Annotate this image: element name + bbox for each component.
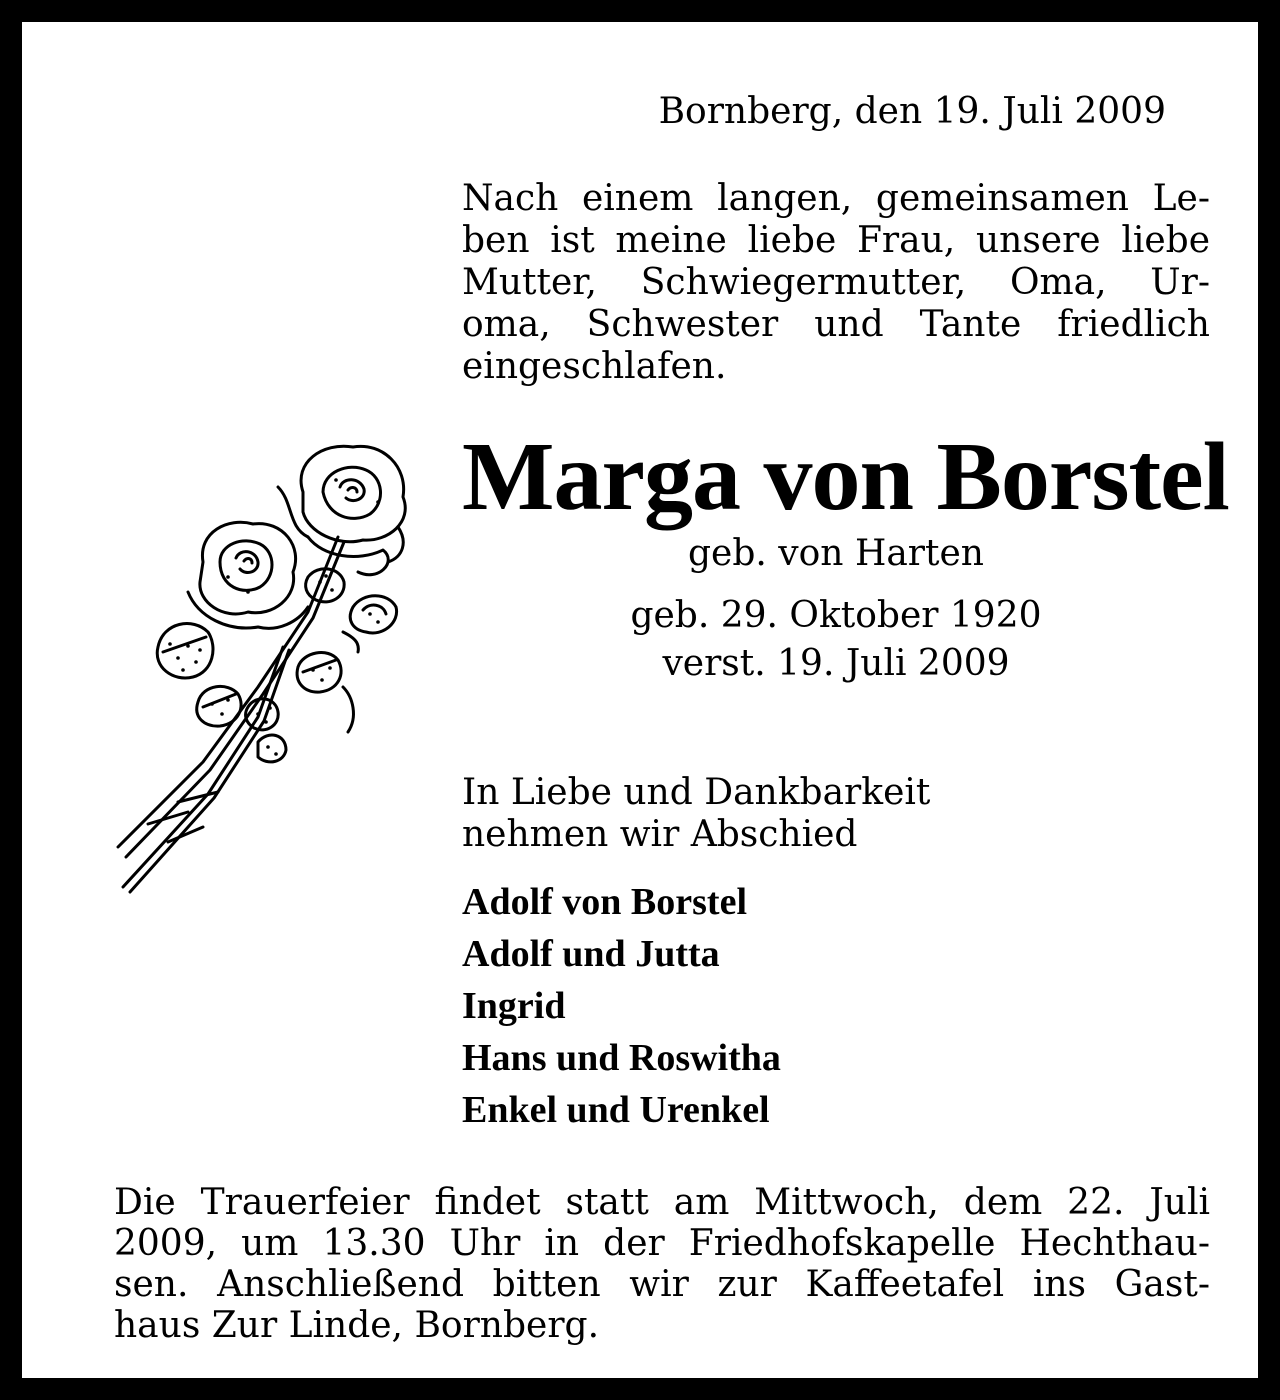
mourners-list [462,876,781,1136]
intro-line: Nach einem langen, gemeinsamen Le- [462,178,1210,219]
ceremony-line: sen. Anschließend bitten wir zur Kaffeetafel ins Gast- [114,1264,1210,1305]
ceremony-line: Die Trauerfeier findet statt am Mittwoch, dem 22. Juli [114,1182,1210,1223]
farewell-text [462,772,930,856]
roses-illustration-icon [108,432,418,902]
ceremony-line: haus Zur Linde, Bornberg. [114,1305,600,1346]
birth-date: geb. 29. Oktober 1920 [630,595,1042,636]
intro-paragraph [462,178,1210,388]
mourner-name: Hans und Roswitha [462,1037,781,1079]
farewell-line: In Liebe und Dankbarkeit [462,772,931,813]
mourner-name: Adolf und Jutta [462,933,720,975]
mourner-name: Adolf von Borstel [462,881,747,923]
intro-line: Mutter, Schwiegermutter, Oma, Ur- [462,262,1210,303]
intro-line: ben ist meine liebe Frau, unsere liebe [462,220,1210,261]
farewell-line: nehmen wir Abschied [462,814,858,855]
ceremony-paragraph [114,1182,1210,1346]
death-date: verst. 19. Juli 2009 [662,643,1010,684]
ceremony-line: 2009, um 13.30 Uhr in der Friedhofskapelle Hechthau- [114,1223,1210,1264]
intro-line: eingeschlafen. [462,346,727,387]
date-line: Bornberg, den 19. Juli 2009 [658,91,1166,132]
intro-line: oma, Schwester und Tante friedlich [462,304,1210,345]
mourner-name: Ingrid [462,985,566,1027]
deceased-name: Marga von Borstel [462,423,1229,531]
maiden-name: geb. von Harten [688,533,984,574]
mourner-name: Enkel und Urenkel [462,1089,770,1131]
